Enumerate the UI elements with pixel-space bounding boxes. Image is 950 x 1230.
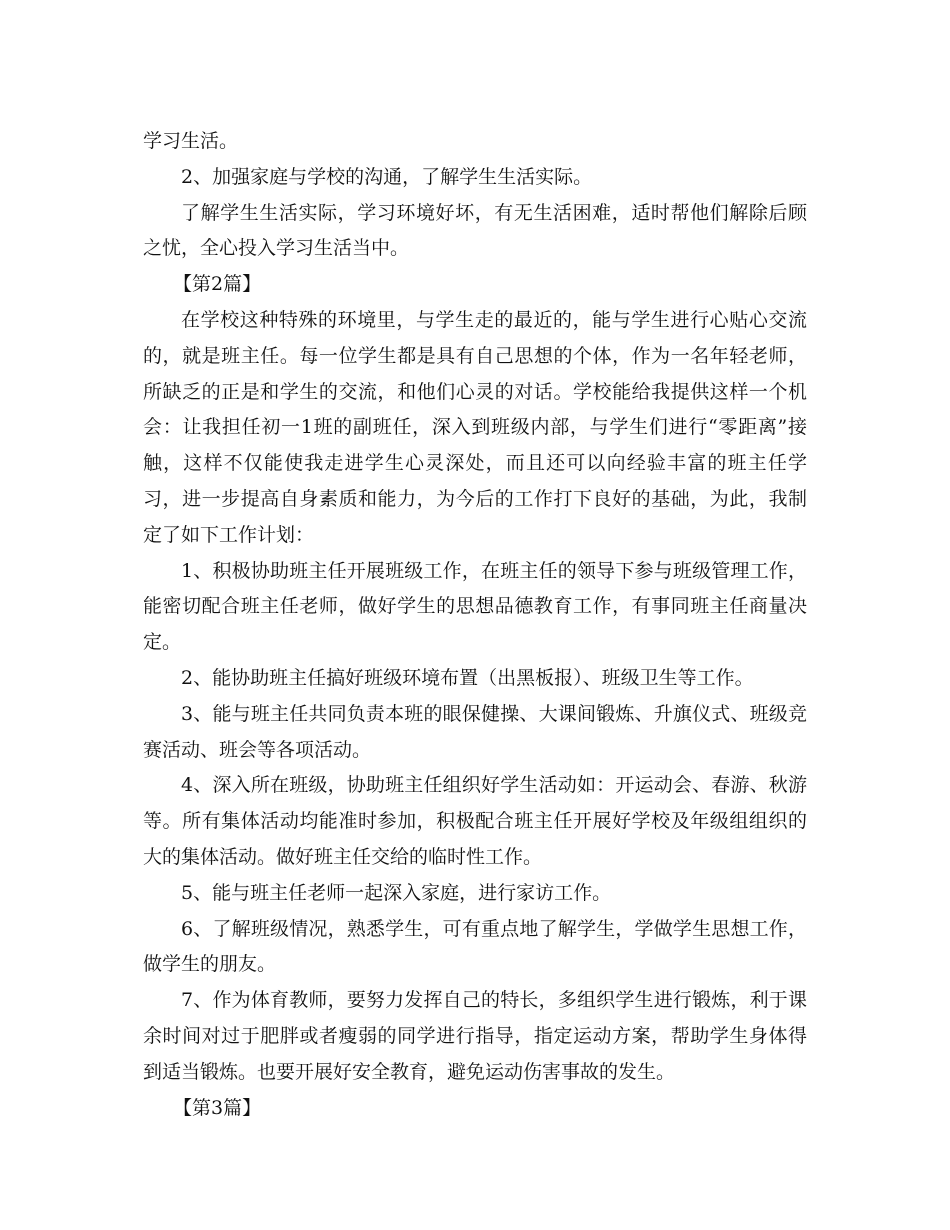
paragraph-item-2-communication: 2、加强家庭与学校的沟通，了解学生生活实际。 xyxy=(181,165,593,188)
section-heading-part-2: 【第2篇】 xyxy=(173,273,262,296)
document-body xyxy=(143,124,807,1126)
section-heading-part-3: 【第3篇】 xyxy=(173,1096,262,1119)
paragraph-item-2: 2、能协助班主任搞好班级环境布置（出黑板报）、班级卫生等工作。 xyxy=(181,666,754,689)
paragraph-continuation: 学习生活。 xyxy=(143,130,239,152)
paragraph-item-6: 6、了解班级情况，熟悉学生，可有重点地了解学生，学做学生思想工作，做学生的朋友。 xyxy=(143,917,807,976)
paragraph-intro: 在学校这种特殊的环境里，与学生走的最近的，能与学生进行心贴心交流的，就是班主任。每一位学生都是具有自己思想的个体，作为一名年轻老师，所缺乏的正是和学生的交流，和他们心灵的对话。学校能给我提供这样一个机会：让我担任初一1班的副班任，深入到班级内部，与学生们进行“零距离”接触，这样不仅能使我走进学生心灵深处，而且还可以向经验丰富的班主任学习，进一步提高自身素质和能力，为今后的工作打下良好的基础，为此，我制定了如下工作计划： xyxy=(143,308,807,546)
paragraph-item-7: 7、作为体育教师，要努力发挥自己的特长，多组织学生进行锻炼，利于课余时间对过于肥胖或者瘦弱的同学进行指导，指定运动方案，帮助学生身体得到适当锻炼。也要开展好安全教育，避免运动伤害事故的发生。 xyxy=(143,989,807,1083)
paragraph-understand-students: 了解学生生活实际，学习环境好坏，有无生活困难，适时帮他们解除后顾之忧，全心投入学习生活当中。 xyxy=(143,201,807,260)
paragraph-item-1: 1、积极协助班主任开展班级工作，在班主任的领导下参与班级管理工作，能密切配合班主任老师，做好学生的思想品德教育工作，有事同班主任商量决定。 xyxy=(143,559,807,654)
paragraph-item-5: 5、能与班主任老师一起深入家庭，进行家访工作。 xyxy=(181,881,612,904)
paragraph-item-3: 3、能与班主任共同负责本班的眼保健操、大课间锻炼、升旗仪式、班级竞赛活动、班会等各项活动。 xyxy=(143,702,807,761)
paragraph-item-4: 4、深入所在班级，协助班主任组织好学生活动如：开运动会、春游、秋游等。所有集体活动均能准时参加，积极配合班主任开展好学校及年级组组织的大的集体活动。做好班主任交给的临时性工作。 xyxy=(143,774,807,868)
